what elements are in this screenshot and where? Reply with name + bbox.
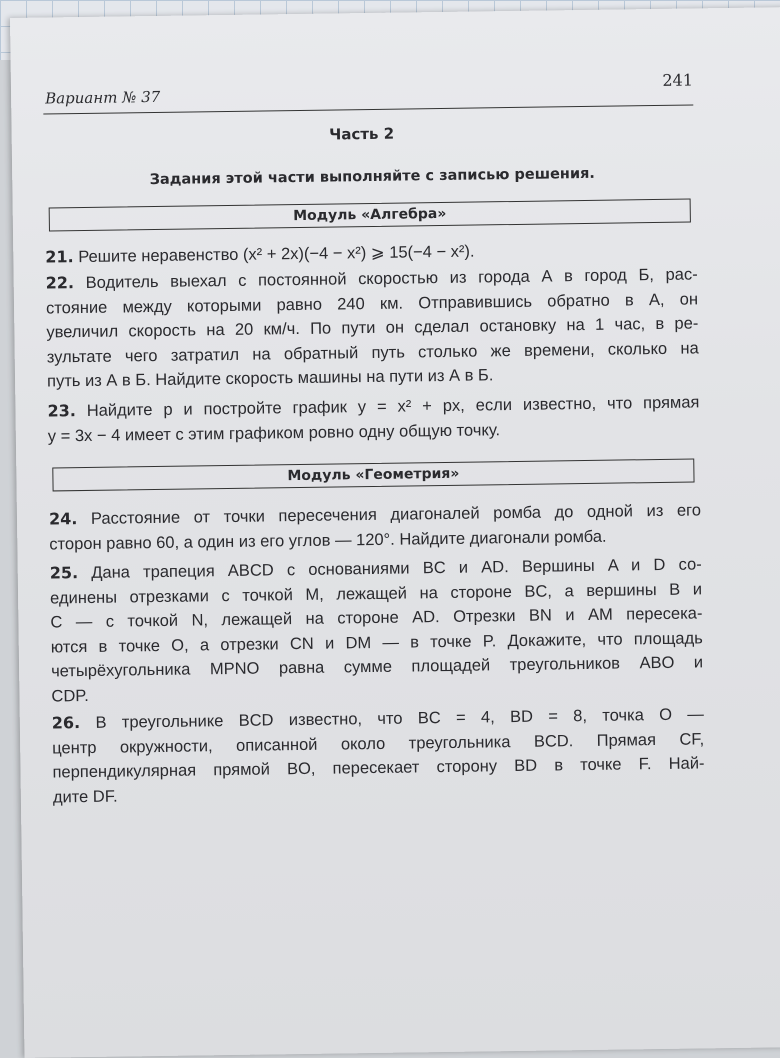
problem-number: 25. [49, 563, 79, 583]
problem-text: Дана трапеция ABCD с основаниями BC и AD. Вершины A и D со- [91, 555, 702, 582]
module-algebra-header [49, 199, 691, 232]
problem-line: зультате чего затратил на обратный путь столько же времени, сколько на [46, 338, 699, 367]
problem-25 [50, 552, 704, 708]
module-geometry-header [52, 458, 694, 491]
problem-line: ются в точке O, а отрезки CN и DM — в точке P. Докажите, что площадь [50, 628, 703, 656]
problem-line: CDP. [51, 686, 89, 705]
problem-text: В треугольнике BCD известно, что BC = 4, BD = 8, точка O — [95, 705, 704, 732]
page-number: 241 [662, 70, 694, 90]
instructions: Задания этой части выполняйте с записью решения. [149, 165, 595, 189]
problem-line: единены отрезками с точкой M, лежащей на стороне BC, а вершины B и [49, 579, 703, 607]
problem-text: Решите неравенство (x² + 2x)(−4 − x²) ⩾ 15(−4 − x²). [78, 242, 475, 267]
variant-title: Вариант № 37 [45, 87, 161, 108]
problem-number: 21. [45, 247, 74, 267]
problem-text: Расстояние от точки пересечения диагоналей ромба до одной из его [90, 501, 702, 528]
page-header [43, 70, 693, 114]
problem-number: 23. [47, 401, 76, 421]
problem-line: дите DF. [52, 787, 118, 806]
problem-26 [52, 702, 705, 809]
problem-number: 26. [51, 713, 81, 733]
problem-line: y = 3x − 4 имеет с этим графиком ровно одну общую точку. [47, 420, 501, 446]
textbook-page [10, 7, 780, 1058]
module-title: Модуль «Алгебра» [293, 205, 447, 225]
problem-number: 24. [48, 509, 78, 529]
problem-22 [46, 262, 700, 394]
problem-line: путь из А в Б. Найдите скорость машины на пути из А в Б. [46, 366, 494, 391]
problem-24 [49, 498, 702, 556]
problem-line: увеличил скорость на 20 км/ч. По пути он сделал остановку на 1 час, в ре- [46, 314, 699, 342]
problem-line: стояние между которыми равно 240 км. Отправившись обратно в А, он [45, 289, 699, 318]
module-title: Модуль «Геометрия» [287, 465, 460, 485]
problem-line: центр окружности, описанной около треугольника BCD. Прямая CF, [52, 729, 705, 757]
problem-23 [47, 390, 700, 448]
problem-text: Водитель выехал с постоянной скоростью из города А в город Б, рас- [85, 265, 698, 292]
problem-line: перпендикулярная прямой BO, пересекает сторону BD в точке F. Най- [52, 754, 705, 782]
problem-line: C — с точкой N, лежащей на стороне AD. Отрезки BN и AM пересека- [50, 604, 703, 632]
part-title: Часть 2 [329, 124, 395, 144]
problem-text: Найдите p и постройте график y = x² + px, если известно, что прямая [86, 393, 700, 420]
problem-number: 22. [45, 273, 75, 293]
problem-line: сторон равно 60, а один из его углов — 120°. Найдите диагонали ромба. [49, 527, 607, 554]
problem-line: четырёхугольника MPNO равна сумме площадей треугольников ABO и [51, 653, 704, 681]
